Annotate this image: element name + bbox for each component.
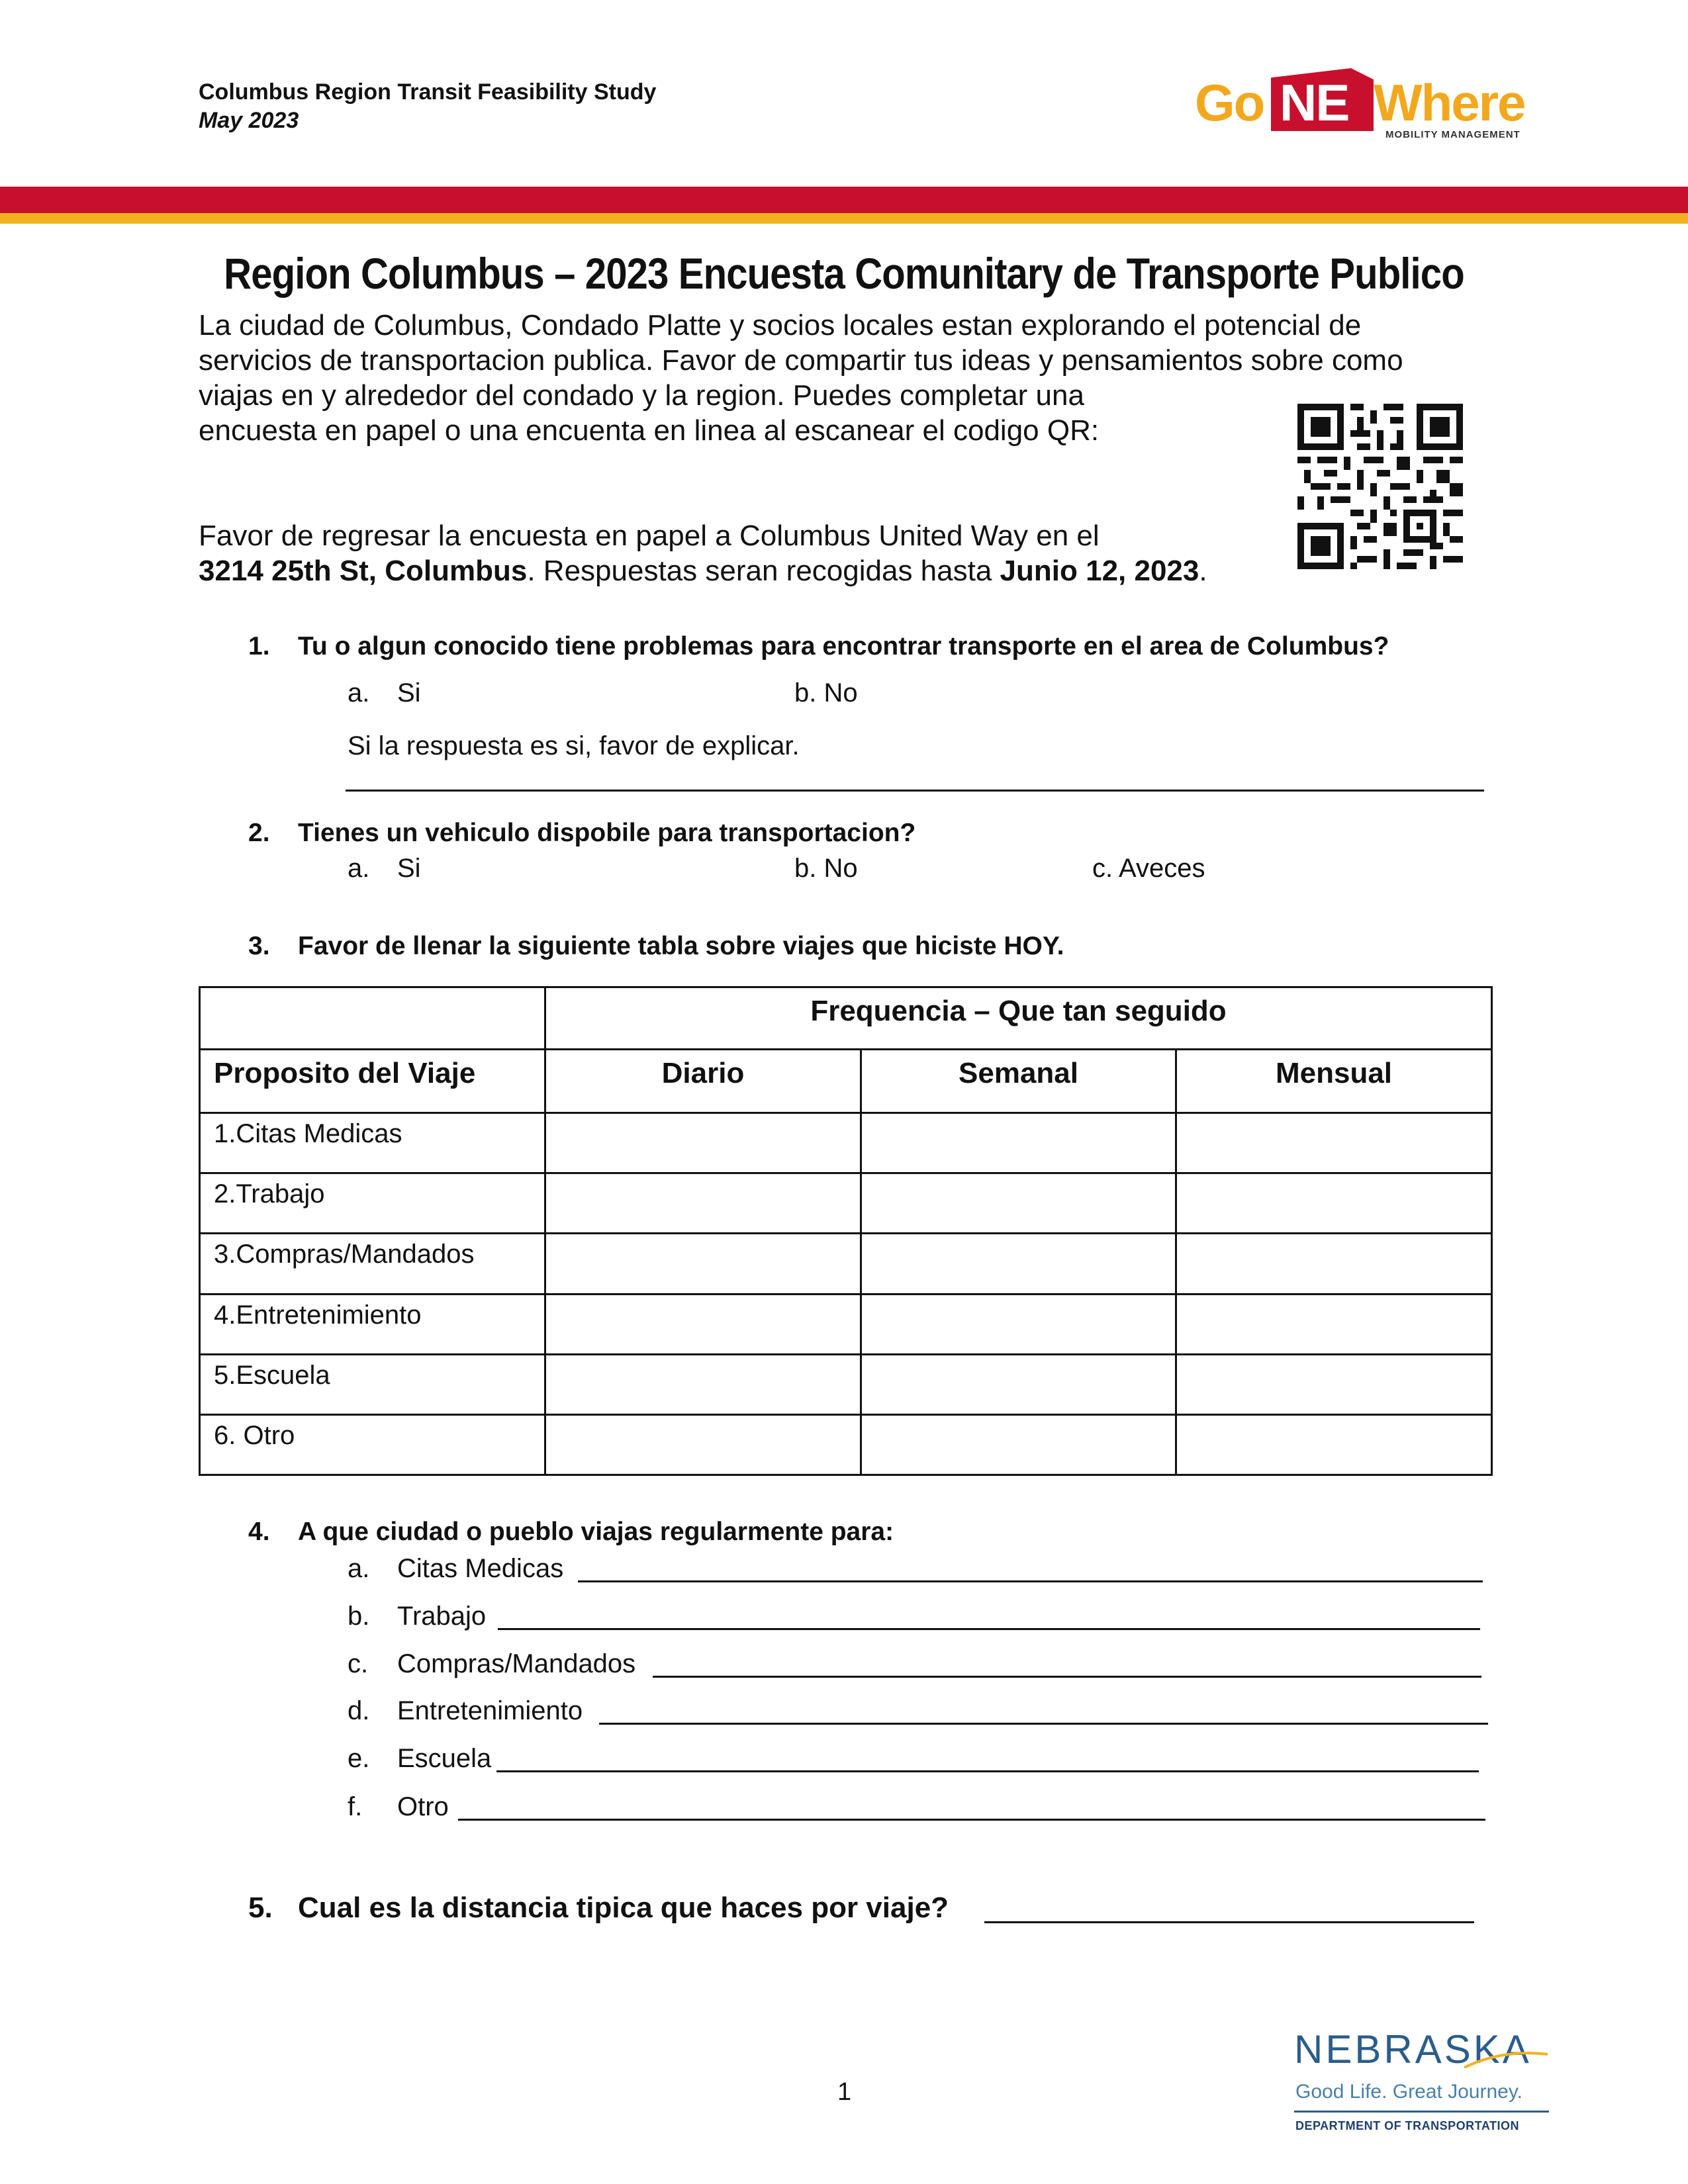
question-number: 4.	[248, 1518, 270, 1546]
q1-option-a-letter: a.	[348, 678, 370, 707]
logo-where-text: Where	[1374, 73, 1525, 132]
monthly-cell[interactable]	[1176, 1294, 1492, 1354]
question-5	[248, 1891, 976, 1928]
nebraska-wordmark: NEBRASKA	[1294, 2027, 1532, 2071]
table-row	[200, 1294, 1492, 1354]
q4-item-label: Entretenimiento	[397, 1696, 583, 1725]
logo-go-text: Go	[1195, 73, 1264, 132]
q1-option-b[interactable]: b. No	[794, 678, 858, 707]
header-band-red	[0, 187, 1688, 213]
purpose-cell: 4.Entretenimiento	[200, 1294, 545, 1354]
q1-explain-prompt: Si la respuesta es si, favor de explicar.	[348, 731, 800, 760]
return-period: .	[1199, 555, 1207, 587]
question-3	[248, 932, 1506, 965]
weekly-cell[interactable]	[861, 1113, 1176, 1173]
q5-answer-line[interactable]	[984, 1921, 1474, 1923]
logo-ne-text: NE	[1280, 73, 1349, 132]
weekly-cell[interactable]	[861, 1414, 1176, 1475]
intro-text	[199, 308, 1470, 588]
monthly-cell[interactable]	[1176, 1354, 1492, 1414]
question-1	[248, 632, 1506, 665]
q1-explain-line[interactable]	[346, 790, 1484, 792]
page-number: 1	[837, 2078, 852, 2106]
question-number: 2.	[248, 819, 270, 847]
question-text: Tienes un vehiculo dispobile para transportacion?	[298, 819, 916, 847]
intro-line: servicios de transportacion publica. Favor de compartir tus ideas y pensamientos sobre como	[199, 344, 1403, 377]
return-details	[199, 553, 1470, 588]
q4-item-letter: c.	[348, 1649, 369, 1678]
monthly-cell[interactable]	[1176, 1113, 1492, 1173]
return-line: Favor de regresar la encuesta en papel a Columbus United Way en el	[199, 520, 1100, 552]
table-row	[200, 1234, 1492, 1294]
q4-item	[348, 1649, 679, 1682]
q4-answer-line[interactable]	[496, 1770, 1479, 1772]
question-text: A que ciudad o pueblo viajas regularmente para:	[298, 1518, 894, 1546]
trip-frequency-table	[199, 986, 1491, 1476]
logo-divider	[1294, 2111, 1549, 2113]
study-date: May 2023	[199, 108, 299, 133]
return-mid: . Respuestas seran recogidas hasta	[527, 555, 1000, 587]
q4-item-letter: b.	[348, 1602, 370, 1631]
daily-column-header: Diario	[545, 1050, 861, 1113]
weekly-cell[interactable]	[861, 1173, 1176, 1234]
q2-option-a[interactable]: Si	[397, 854, 421, 883]
daily-cell[interactable]	[545, 1354, 861, 1414]
purpose-cell: 6. Otro	[200, 1414, 545, 1475]
purpose-cell: 2.Trabajo	[200, 1173, 545, 1234]
weekly-cell[interactable]	[861, 1354, 1176, 1414]
question-number: 3.	[248, 932, 270, 960]
q2-option-a-letter: a.	[348, 854, 370, 883]
q4-answer-line[interactable]	[498, 1628, 1480, 1630]
daily-cell[interactable]	[545, 1234, 861, 1294]
q4-item-label: Escuela	[397, 1744, 492, 1773]
q4-item-letter: f.	[348, 1792, 363, 1821]
table-row	[200, 1173, 1492, 1234]
return-deadline: Junio 12, 2023	[1000, 555, 1199, 587]
monthly-cell[interactable]	[1176, 1234, 1492, 1294]
intro-line: encuesta en papel o una encuenta en linea al escanear el codigo QR:	[199, 414, 1100, 447]
nebraska-dot-logo	[1294, 2026, 1552, 2142]
q4-answer-line[interactable]	[578, 1580, 1483, 1582]
gonewhere-logo	[1175, 63, 1546, 146]
q4-answer-line[interactable]	[599, 1723, 1488, 1725]
monthly-cell[interactable]	[1176, 1173, 1492, 1234]
department-name: DEPARTMENT OF TRANSPORTATION	[1295, 2119, 1519, 2132]
q4-item-label: Compras/Mandados	[397, 1649, 636, 1678]
q4-answer-line[interactable]	[458, 1819, 1485, 1821]
q1-option-a[interactable]: Si	[397, 678, 421, 707]
purpose-cell: 3.Compras/Mandados	[200, 1234, 545, 1294]
question-text: Tu o algun conocido tiene problemas para encontrar transporte en el area de Columbus?	[298, 632, 1389, 660]
daily-cell[interactable]	[545, 1113, 861, 1173]
return-address: 3214 25th St, Columbus	[199, 555, 528, 587]
daily-cell[interactable]	[545, 1414, 861, 1475]
q4-item-label: Citas Medicas	[397, 1554, 564, 1583]
weekly-cell[interactable]	[861, 1294, 1176, 1354]
intro-line: viajas en y alrededor del condado y la region. Puedes completar una	[199, 379, 1084, 412]
table-row	[200, 1414, 1492, 1475]
weekly-cell[interactable]	[861, 1234, 1176, 1294]
q4-item-label: Otro	[397, 1792, 449, 1821]
q2-option-b[interactable]: b. No	[794, 854, 858, 883]
header-band-gold	[0, 213, 1688, 224]
question-4	[248, 1518, 1506, 1551]
weekly-column-header: Semanal	[861, 1050, 1176, 1113]
question-number: 5.	[248, 1891, 273, 1924]
survey-title: Region Columbus – 2023 Encuesta Comunitary de Transporte Publico	[224, 249, 1464, 298]
purpose-cell: 1.Citas Medicas	[200, 1113, 545, 1173]
daily-cell[interactable]	[545, 1173, 861, 1234]
monthly-cell[interactable]	[1176, 1414, 1492, 1475]
qr-code-icon[interactable]	[1297, 404, 1463, 569]
monthly-column-header: Mensual	[1176, 1050, 1492, 1113]
q4-item-letter: d.	[348, 1696, 370, 1725]
swoosh-icon	[1463, 2045, 1549, 2071]
question-text: Favor de llenar la siguiente tabla sobre viajes que hiciste HOY.	[298, 932, 1064, 960]
frequency-group-header: Frequencia – Que tan seguido	[545, 987, 1492, 1050]
question-text: Cual es la distancia tipica que haces por viaje?	[298, 1891, 949, 1924]
purpose-column-header: Proposito del Viaje	[200, 1050, 545, 1113]
daily-cell[interactable]	[545, 1294, 861, 1354]
q4-item-letter: a.	[348, 1554, 370, 1583]
table-row	[200, 1354, 1492, 1414]
q4-item-label: Trabajo	[397, 1602, 487, 1631]
q4-answer-line[interactable]	[653, 1676, 1481, 1678]
q4-item	[348, 1554, 564, 1587]
question-number: 1.	[248, 632, 270, 660]
purpose-cell: 5.Escuela	[200, 1354, 545, 1414]
q4-item-letter: e.	[348, 1744, 370, 1773]
q2-option-c[interactable]: c. Aveces	[1092, 854, 1205, 883]
table-corner-cell	[200, 987, 545, 1050]
table-row	[200, 1113, 1492, 1173]
question-2	[248, 819, 1506, 852]
nebraska-tagline: Good Life. Great Journey.	[1295, 2081, 1523, 2103]
logo-subtitle: MOBILITY MANAGEMENT	[1385, 129, 1521, 140]
intro-line: La ciudad de Columbus, Condado Platte y socios locales estan explorando el potencial de	[199, 309, 1362, 341]
study-title: Columbus Region Transit Feasibility Study	[199, 79, 657, 105]
